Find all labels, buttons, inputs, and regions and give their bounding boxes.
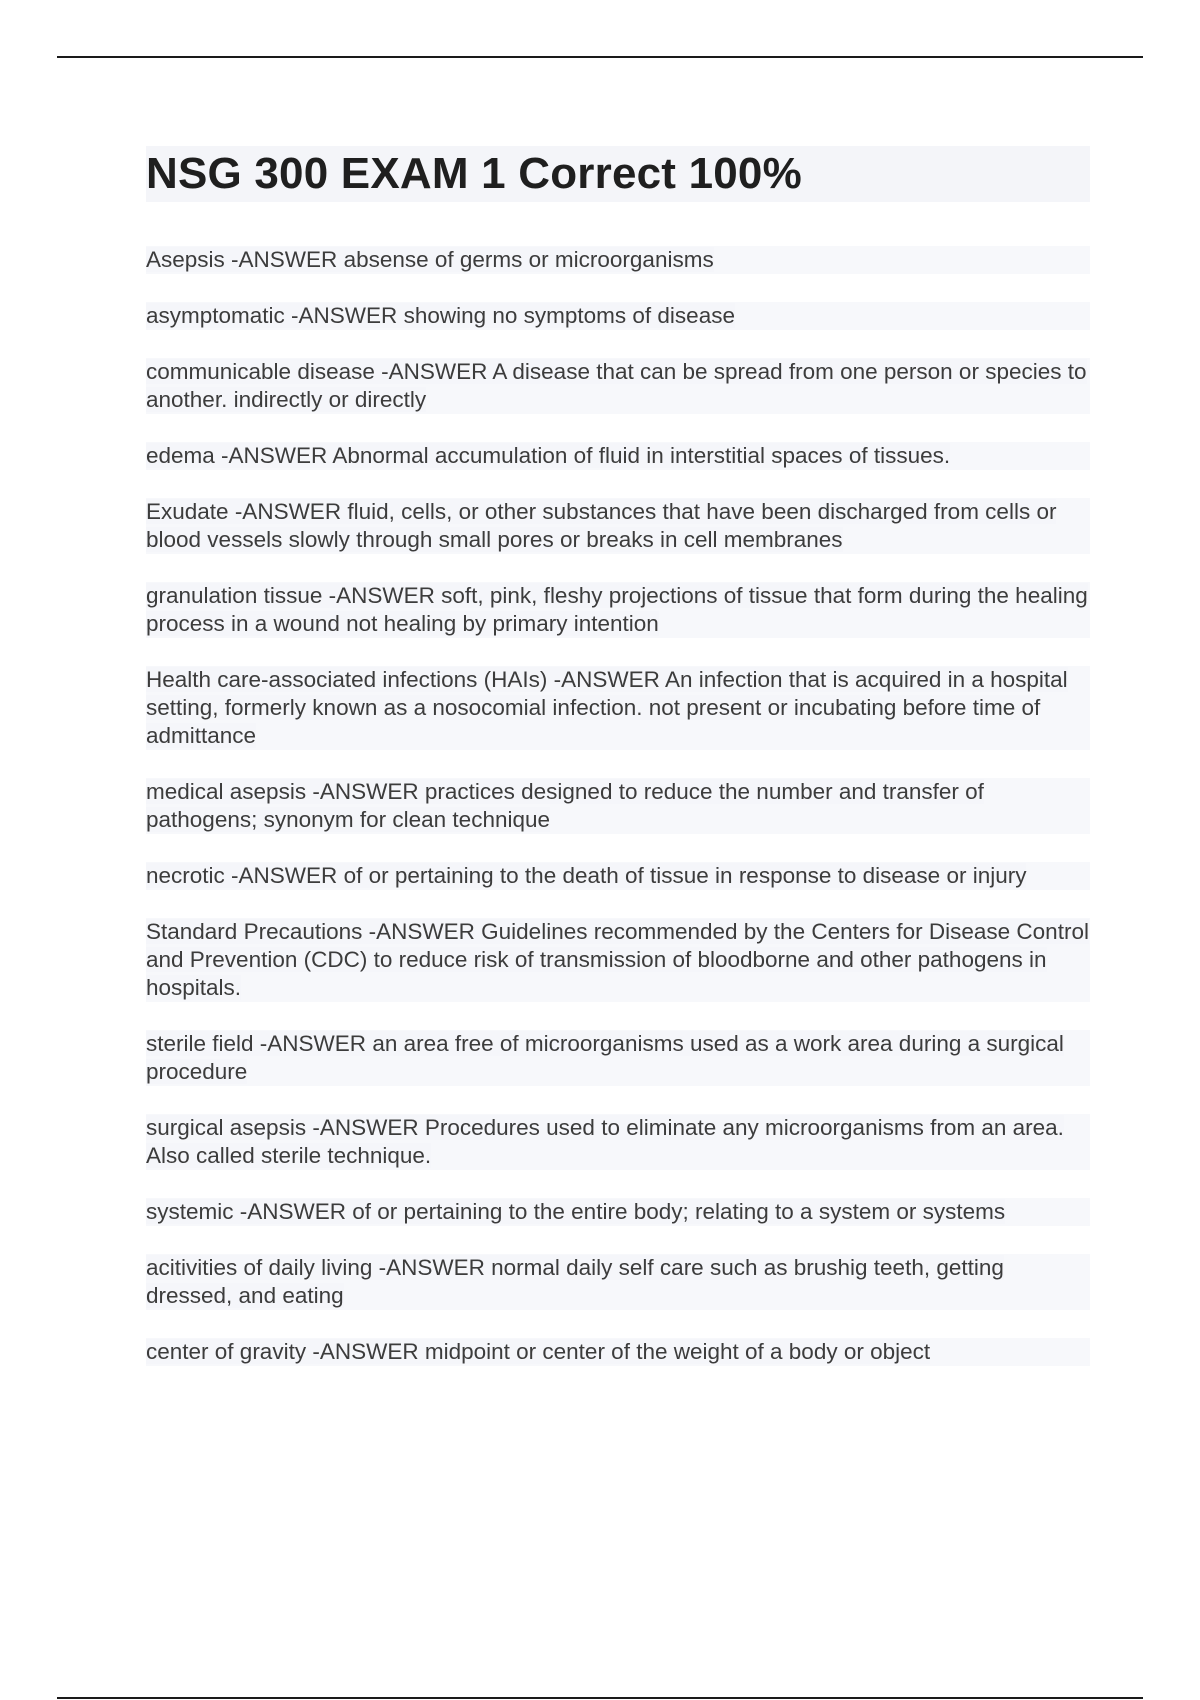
qa-item [146, 1254, 1090, 1310]
qa-item [146, 862, 1090, 890]
top-rule [57, 56, 1143, 58]
answer-separator: -ANSWER [224, 247, 344, 272]
qa-term: medical asepsis [146, 779, 307, 804]
qa-item [146, 1114, 1090, 1170]
qa-item [146, 1198, 1090, 1226]
answer-separator: -ANSWER [362, 919, 482, 944]
qa-term: center of gravity [146, 1339, 307, 1364]
qa-item [146, 918, 1090, 1002]
qa-term: edema [146, 443, 215, 468]
qa-answer: absense of germs or microorganisms [343, 247, 714, 272]
answer-separator: -ANSWER [306, 779, 425, 804]
qa-answer: soft, pink, fleshy projections of tissue that form during the healing process in a wound not healing by primary intention [146, 583, 1088, 636]
qa-item [146, 358, 1090, 414]
title-band [146, 146, 1090, 202]
qa-term: Exudate [146, 499, 229, 524]
qa-answer: fluid, cells, or other substances that have been discharged from cells or blood vessels slowly through small pores or breaks in cell membranes [146, 499, 1057, 552]
qa-answer: of or pertaining to the death of tissue in response to disease or injury [343, 863, 1027, 888]
answer-separator: -ANSWER [233, 1199, 353, 1224]
answer-separator: -ANSWER [253, 1031, 373, 1056]
answer-separator: -ANSWER [374, 359, 493, 384]
qa-item [146, 442, 1090, 470]
page-title: NSG 300 EXAM 1 Correct 100% [146, 149, 802, 198]
qa-item [146, 582, 1090, 638]
bottom-rule [57, 1697, 1143, 1699]
qa-term: acitivities of daily living [146, 1255, 373, 1280]
qa-item [146, 246, 1090, 274]
qa-item [146, 498, 1090, 554]
qa-term: systemic [146, 1199, 234, 1224]
qa-term: Health care-associated infections (HAIs) [146, 667, 548, 692]
answer-separator: -ANSWER [306, 1115, 425, 1140]
qa-answer: Procedures used to eliminate any microorganisms from an area. Also called sterile technique. [146, 1115, 1064, 1168]
qa-answer: midpoint or center of the weight of a body or object [424, 1339, 931, 1364]
qa-item [146, 1030, 1090, 1086]
qa-answer: A disease that can be spread from one person or species to another. indirectly or directly [146, 359, 1087, 412]
qa-answer: showing no symptoms of disease [403, 303, 735, 328]
qa-item [146, 778, 1090, 834]
qa-answer: an area free of microorganisms used as a work area during a surgical procedure [146, 1031, 1064, 1084]
qa-answer: of or pertaining to the entire body; relating to a system or systems [352, 1199, 1006, 1224]
qa-term: surgical asepsis [146, 1115, 307, 1140]
answer-separator: -ANSWER [547, 667, 665, 692]
qa-term: Asepsis [146, 247, 225, 272]
answer-separator: -ANSWER [322, 583, 442, 608]
answer-separator: -ANSWER [306, 1339, 425, 1364]
answer-separator: -ANSWER [224, 863, 344, 888]
qa-term: communicable disease [146, 359, 375, 384]
qa-answer: Guidelines recommended by the Centers for Disease Control and Prevention (CDC) to reduce risk of transmission of bloodborne and other pathogens in hospitals. [146, 919, 1089, 1000]
answer-separator: -ANSWER [372, 1255, 492, 1280]
qa-term: Standard Precautions [146, 919, 363, 944]
answer-separator: -ANSWER [214, 443, 333, 468]
qa-term: asymptomatic [146, 303, 285, 328]
qa-answer: normal daily self care such as brushig teeth, getting dressed, and eating [146, 1255, 1004, 1308]
document-body [146, 146, 1090, 1394]
qa-term: sterile field [146, 1031, 254, 1056]
qa-answer: Abnormal accumulation of fluid in interstitial spaces of tissues. [332, 443, 951, 468]
qa-term: granulation tissue [146, 583, 323, 608]
qa-term: necrotic [146, 863, 225, 888]
answer-separator: -ANSWER [284, 303, 404, 328]
answer-separator: -ANSWER [228, 499, 348, 524]
qa-list [146, 246, 1090, 1366]
qa-item [146, 1338, 1090, 1366]
qa-item [146, 666, 1090, 750]
qa-answer: practices designed to reduce the number and transfer of pathogens; synonym for clean technique [146, 779, 984, 832]
qa-answer: An infection that is acquired in a hospital setting, formerly known as a nosocomial infection. not present or incubating before time of admittance [146, 667, 1068, 748]
qa-item [146, 302, 1090, 330]
